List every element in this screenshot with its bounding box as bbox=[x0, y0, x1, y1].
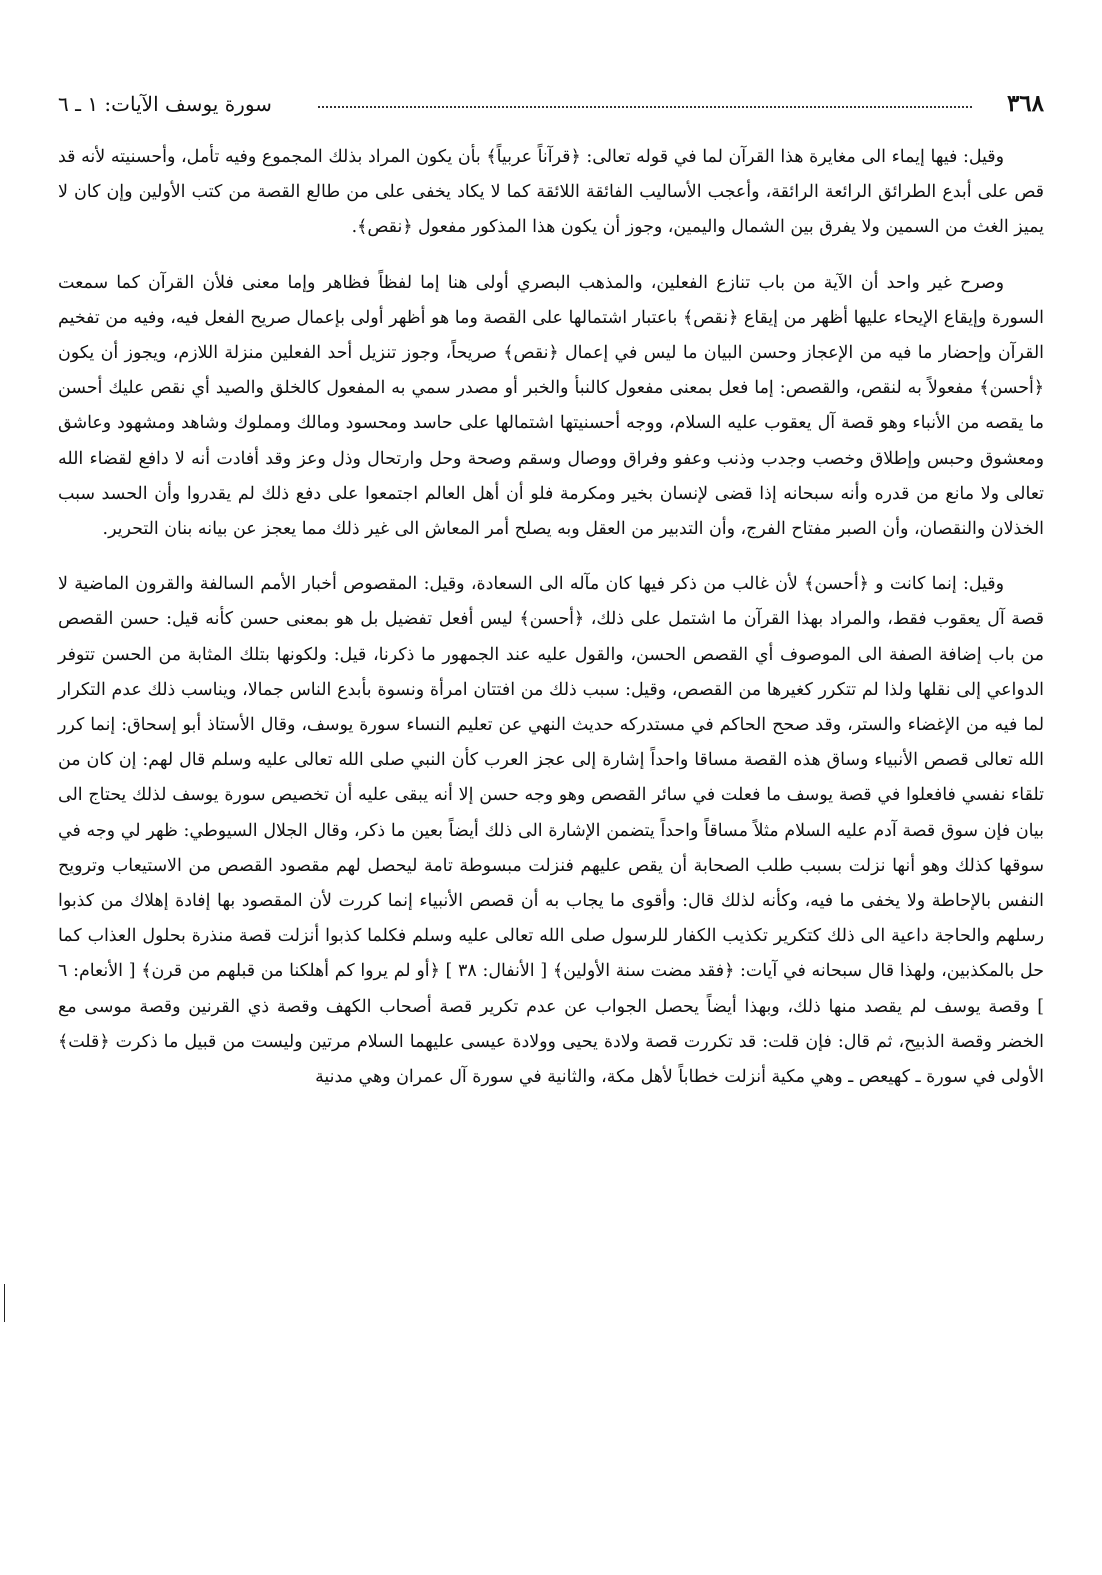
surah-title: سورة يوسف الآيات: ١ ـ ٦ bbox=[58, 92, 272, 116]
running-header bbox=[58, 86, 1044, 122]
body-text bbox=[58, 140, 1044, 1095]
scan-margin-mark bbox=[4, 1284, 5, 1322]
page-number: ٣٦٨ bbox=[1006, 90, 1044, 117]
paragraph-1: وقيل: فيها إيماء الى مغايرة هذا القرآن لما في قوله تعالى: ﴿قرآناً عربياً﴾ بأن يكون المراد بذلك المجموع وفيه تأمل، وأحسنيته لأنه قد قص على أبدع الطرائق الرائعة الرائقة، وأعجب الأساليب الفائقة اللائقة كما لا يكاد يخفى على من طالع القصة من كتب الأولين وإن كان لا يميز الغث من السمين ولا يفرق بين الشمال واليمين، وجوز أن يكون هذا المذكور مفعول ﴿نقص﴾. bbox=[58, 147, 1044, 238]
leader-dots bbox=[318, 106, 972, 108]
paragraph-3: وقيل: إنما كانت و ﴿أحسن﴾ لأن غالب من ذكر فيها كان مآله الى السعادة، وقيل: المقصوص أخبار الأمم السالفة والقرون الماضية لا قصة آل يعقوب فقط، والمراد بهذا القرآن ما اشتمل على ذلك، ﴿أحسن﴾ ليس أفعل تفضيل بل هو بمعنى حسن كأنه قيل: حسن القصص من باب إضافة الصفة الى الموصوف أي القصص الحسن، والقول عليه عند الجمهور ما ذكرنا، قيل: ولكونها بتلك المثابة من الحسن تتوفر الدواعي إلى نقلها ولذا لم تتكرر كغيرها من القصص، وقيل: سبب ذلك من افتتان امرأة ونسوة بأبدع الناس جمالا، ويناسب ذلك عدم التكرار لما فيه من الإغضاء والستر، وقد صحح الحاكم في مستدركه حديث النهي عن تعليم النساء سورة يوسف، وقال الأستاذ أبو إسحاق: إنما كرر الله تعالى قصص الأنبياء وساق هذه القصة مساقا واحداً إشارة إلى عجز العرب كأن النبي صلى الله تعالى عليه وسلم قال لهم: إن كان من تلقاء نفسي فافعلوا في قصة يوسف ما فعلت في سائر القصص وهو وجه حسن إلا أنه يبقى عليه أن تخصيص سورة يوسف لذلك يحتاج الى بيان فإن سوق قصة آدم عليه السلام مثلاً مساقاً واحداً يتضمن الإشارة الى ذلك أيضاً بعين ما ذكر، وقال الجلال السيوطي: ظهر لي وجه في سوقها كذلك وهو أنها نزلت بسبب طلب الصحابة أن يقص عليهم فنزلت مبسوطة تامة ليحصل لهم مقصود القصص من الاستيعاب وترويح النفس بالإحاطة ولا يخفى ما فيه، وكأنه لذلك قال: وأقوى ما يجاب به أن قصص الأنبياء إنما كررت لأن المقصود بها إفادة إهلاك من كذبوا رسلهم والحاجة داعية الى ذلك كتكرير تكذيب الكفار للرسول صلى الله تعالى عليه وسلم فكلما كذبوا أنزلت قصة منذرة بحلول العذاب كما حل بالمكذبين، ولهذا قال سبحانه في آيات: ﴿فقد مضت سنة الأولين﴾ [ الأنفال: ٣٨ ] ﴿أو لم يروا كم أهلكنا من قبلهم من قرن﴾ [ الأنعام: ٦ ] وقصة يوسف لم يقصد منها ذلك، وبهذا أيضاً يحصل الجواب عن عدم تكرير قصة أصحاب الكهف وقصة ذي القرنين وقصة موسى مع الخضر وقصة الذبيح، ثم قال: فإن قلت: قد تكررت قصة ولادة يحيى وولادة عيسى عليهما السلام مرتين وليست من قبيل ما ذكرت ﴿قلت﴾ الأولى في سورة ـ كهيعص ـ وهي مكية أنزلت خطاباً لأهل مكة، والثانية في سورة آل عمران وهي مدنية bbox=[58, 574, 1045, 1088]
paragraph-2: وصرح غير واحد أن الآية من باب تنازع الفعلين، والمذهب البصري أولى هنا إما لفظاً فظاهر وإما معنى فلأن القرآن كما سمعت السورة وإيقاع الإيحاء عليها أظهر من إيقاع ﴿نقص﴾ باعتبار اشتمالها على القصة وما هو أظهر أولى بإعمال صريح الفعل فيه، وفيه من تفخيم القرآن وإحضار ما فيه من الإعجاز وحسن البيان ما ليس في إعمال ﴿نقص﴾ صريحاً، وجوز تنزيل أحد الفعلين منزلة اللازم، ويجوز أن يكون ﴿أحسن﴾ مفعولاً به لنقص، والقصص: إما فعل بمعنى مفعول كالنبأ والخبر أو مصدر سمي به المفعول كالخلق والصيد أي نقص عليك أحسن ما يقصه من الأنباء وهو قصة آل يعقوب عليه السلام، ووجه أحسنيتها اشتمالها على حاسد ومحسود ومالك ومملوك وشاهد ومشهود وعاشق ومعشوق وحبس وإطلاق وخصب وجدب وذنب وعفو وفراق ووصال وسقم وصحة وحل وارتحال وذل وعز وقد أفادت أنه لا دافع لقضاء الله تعالى ولا مانع من قدره وأنه سبحانه إذا قضى لإنسان بخير ومكرمة فلو أن أهل العالم اجتمعوا على دفع ذلك لم يقدروا وأن الحسد سبب الخذلان والنقصان، وأن الصبر مفتاح الفرج، وأن التدبير من العقل وبه يصلح أمر المعاش الى غير ذلك مما يعجز عن بيانه بنان التحرير. bbox=[58, 272, 1044, 540]
